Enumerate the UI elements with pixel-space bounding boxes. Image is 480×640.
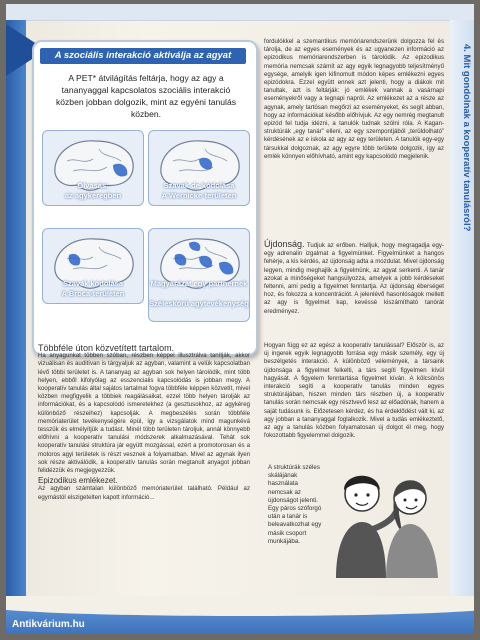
- brain-icon: [149, 229, 249, 303]
- right-column-top-text: [264, 38, 444, 163]
- paragraph: Az agyban számtalan különböző memóriaterület található. Például az egymástól elszigetelten kapott információ...: [38, 485, 250, 501]
- side-chapter-title: 4. Mit gondolnak a kooperatív tanulásról?: [461, 44, 472, 232]
- panel-caption-2: A Wernicke-területen: [161, 191, 237, 200]
- infobox-intro: A PET* átvilágítás feltárja, hogy az agy a tananyaggal kapcsolatos szociális interakció közben jobban dolgozik, mint az egyéni tanulás közben.: [55, 73, 237, 119]
- right-column-coop-text: [264, 342, 444, 442]
- left-blue-band: [6, 20, 26, 620]
- infobox: [32, 40, 258, 356]
- infobox-title: A szociális interakció aktiválja az agyat: [40, 48, 246, 64]
- right-column-novelty: [264, 240, 444, 316]
- brain-panel-broca: [42, 228, 144, 304]
- students-talking-illustration: [322, 460, 444, 598]
- panel-caption-1: Szavak kódolása: [62, 279, 124, 288]
- brain-panel-wernicke: [148, 130, 250, 206]
- panel-caption-1: Olvasás:: [77, 181, 109, 190]
- top-strip: [6, 4, 474, 21]
- structures-note: A struktúrák széles skálájának használata nemcsak az újdonságot jelenti. Egy páros szóforgó után a tanár is beleavatkozhat egy másik csoport munkájába.: [268, 464, 322, 545]
- panel-caption-1: Magyarázat egy partnernek: [150, 279, 248, 288]
- panel-caption-1: Szavak de kódolása: [163, 181, 235, 190]
- panel-caption-2: Széleskörű agytevékenység: [149, 299, 249, 308]
- left-column-text: [38, 344, 250, 504]
- section-heading-novelty: Újdonság.: [264, 239, 305, 249]
- panel-caption-2: A Broca-területen: [61, 289, 125, 298]
- paragraph: Tudjuk az erőben. Halljuk, hogy megragadja egy-egy adrenalin izgalmat a figyelmünket. Figyelmünket a hangos fehérje, a kis kérdés, az újdonság adta a mozdulat. Mivel újdonság legyen, mindig meghajlik a figyelmünk, az agyat serkenti. A tanár azokat a minőségeket hangsúlyozza, amelyek a jobb kérdéseket feltenni, ami pedig a figyelmet fenntartja. Az újdonság éberséget hoz, és fokozza a koncentrációt. A jelenlévő hasonlóságok mellett az agy is figyelmet kap, kevéssé kiszámítható tanórát eredményez.: [264, 242, 444, 315]
- paragraph: fordulókkel a szemantikus memóriarendszerünk dolgozza fel és tárolja, de az egyes események és az ugyanezen információ az epizodikus memóriarendszerben is tárolódik. Az epizodikus memória nemcsak számít az agy egyik legnagyobb teljesítményű egysége, amelyik igen kifinomult módon képes emlékezni egyes epizódokra. Ezzel együtt ennek azt jelenti, hogy a diákok mit tanultak, azt is feltárják: jó emlékek vannak a vasárnapi eseményekről vagy a tegnapi napról. Az emlékezet az a része az agynak, amely tartósan megőrzi az eseményeket, és segít abban, hogy az információkat később előhívjuk. Az egy nemrég megtanult epizód fel tudja idézni, a tanulók tudnak szólni róla. A Kagan-struktúrák „egy tanár” elleni, az egy szempontjából „terüldolható” kérdésének az e iskola az agy az egy területen. A tanulók egy-egy társukkal dolgoznak, az agy egyre több területe dolgozik, így az emlék könnyen előhívható, amint egy kapcsolódó megjelenik.: [264, 38, 444, 160]
- watermark: Antikvárium.hu: [12, 619, 85, 630]
- paragraph: Hogyan függ ez az egész a kooperatív tanulással? Először is, az új ingerek egyik legnagyobb forrása egy másik személy, egy új beszélgetés interakció. A különböző vélemények, a társaink újdonsága a figyelmet felkelti, a társ segíti figyelmen kívül hagyását. A figyelem fenntartása figyelmet kíván. A kölcsönös interakció segíti a kooperatív tanulás minden egyes struktúrájában, hiszen minden társ részben új, a kooperatív tanulás során nemcsak egy résztvevő lesz az előadónak, hanem a saját tudásunk is. Előzetesen kérdez, és ha érdeklődést vált ki, az agy jobban a tananyaggal foglalkozik. Mivel a tudás emlékeztető, az agy a tanulás közben folyamatosan új dolgot él meg, hogy fokozottabb figyelemmel dolgozik.: [264, 342, 444, 440]
- section-heading-multipath: Többféle úton közvetített tartalom.: [38, 343, 175, 353]
- paragraph: Ha anyagunkat többen szóban, részben képpel illusztrálva tanítják, akkor vizuálisan és auditívan is tárgyaljuk az agyban, valamint a velük kapcsolatban lévő többi területet is. A tananyag az agyban sok helyen tárolódik, mint több helyen, ebből kifolyólag az esszencialis kapcsolódás is jobban megy. A kooperatív tanulás által sajátos tartalmat fogva többféle képpen közvetít, mivel közben megfigyelik a többiek reagálásaikat, ezzel több helyen tárolják az információkat, és a kapcsolódó ismeretekhez (a gesztusokhoz, az agykéreg különböző részeihez) kapcsolják. A megbeszélés során többféle memóriaterület tevékenységére épül, így a vizsgálatok mind magunkévá tesszük és elmélyítjük a tudást. Minél több területen tároljuk, annál könnyebb előhívni a kooperatív tanulási módszerek alkalmazásával. Tehát sok kooperatív tanulási struktúra jár együtt mozgással, ezért a promotorosan és a motoros agyi területek is részt vesznek a folyamatban. Mivel az agynak ilyen sok része aktiválódik, a kooperatív tanulás során megtanult anyagot jobban felidézzük és megjegyezzük.: [38, 352, 250, 475]
- brain-panel-reading: [42, 130, 144, 206]
- brain-panel-explaining: [148, 228, 250, 322]
- panel-caption-2: az agykéregben: [64, 191, 122, 200]
- document-page: [6, 4, 474, 634]
- section-heading-episodic: Epizodikus emlékezet.: [38, 476, 118, 486]
